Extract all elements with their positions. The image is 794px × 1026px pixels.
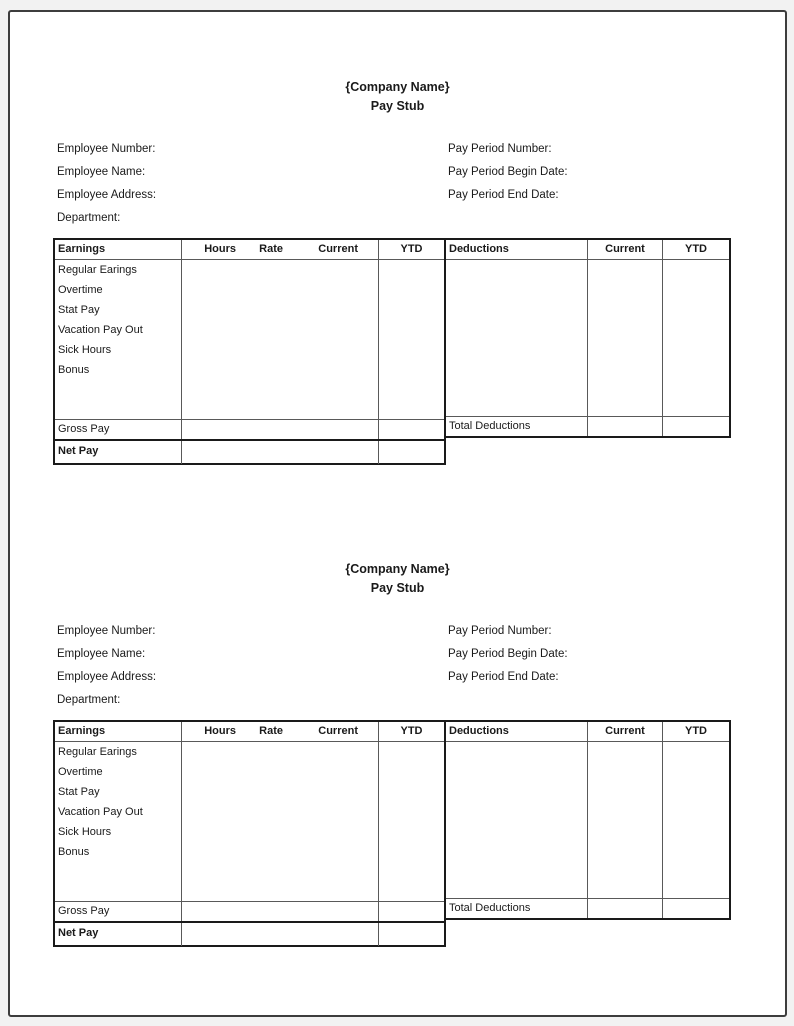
earnings-column-header: Earnings: [55, 240, 182, 259]
pay-period-end-row: [448, 666, 688, 689]
pay-period-begin-label: Pay Period Begin Date:: [448, 166, 568, 178]
employee-number-label: Employee Number:: [57, 143, 156, 155]
pay-period-begin-row: [448, 161, 688, 184]
pay-period-begin-row: [448, 643, 688, 666]
deductions-header-row: [446, 240, 729, 260]
employee-number-value[interactable]: [155, 620, 275, 643]
employee-address-row: [57, 184, 276, 207]
earnings-row-bonus: Bonus: [58, 364, 90, 376]
department-value[interactable]: [120, 207, 240, 230]
deductions-rows-area[interactable]: [446, 742, 588, 898]
gross-pay-current-cell[interactable]: [182, 902, 379, 921]
total-deductions-row: [446, 417, 729, 436]
company-name-title: {Company Name}: [345, 562, 450, 576]
deductions-current-area[interactable]: [588, 742, 663, 898]
deductions-header-row: [446, 722, 729, 742]
total-deductions-current-cell[interactable]: [588, 417, 663, 436]
department-label: Department:: [57, 212, 121, 224]
employee-address-label: Employee Address:: [57, 189, 157, 201]
pay-stub-section-2: [10, 562, 785, 962]
pay-period-end-label: Pay Period End Date:: [448, 189, 559, 201]
pay-tables: [53, 238, 753, 478]
gross-pay-label: Gross Pay: [55, 420, 182, 439]
net-pay-ytd-cell[interactable]: [379, 923, 444, 946]
pay-stub-subtitle: Pay Stub: [370, 99, 425, 113]
deductions-body-row: [446, 742, 729, 899]
ytd-column-header: YTD: [400, 725, 423, 737]
pay-period-number-value[interactable]: [552, 138, 672, 161]
total-deductions-row: [446, 899, 729, 918]
earnings-ytd-area[interactable]: [379, 260, 444, 419]
employee-address-value[interactable]: [156, 666, 276, 689]
gross-pay-label: Gross Pay: [55, 902, 182, 921]
earnings-row-labels: [55, 742, 182, 901]
pay-period-end-label: Pay Period End Date:: [448, 671, 559, 683]
total-deductions-label: Total Deductions: [446, 417, 588, 436]
earnings-header-row: [55, 240, 444, 260]
employee-name-row: [57, 161, 276, 184]
pay-period-number-label: Pay Period Number:: [448, 625, 552, 637]
pay-period-end-value[interactable]: [559, 184, 679, 207]
deductions-rows-area[interactable]: [446, 260, 588, 416]
employee-name-label: Employee Name:: [57, 648, 146, 660]
earnings-table: [53, 238, 446, 465]
net-pay-label: Net Pay: [55, 923, 182, 946]
earnings-row-regular: Regular Earings: [58, 264, 137, 276]
earnings-row-vacation: Vacation Pay Out: [58, 324, 143, 336]
employee-name-value[interactable]: [145, 643, 265, 666]
deductions-current-area[interactable]: [588, 260, 663, 416]
pay-period-begin-value[interactable]: [568, 161, 688, 184]
net-pay-label: Net Pay: [55, 441, 182, 464]
pay-period-end-value[interactable]: [559, 666, 679, 689]
employee-number-row: [57, 138, 276, 161]
pay-period-begin-value[interactable]: [568, 643, 688, 666]
employee-number-value[interactable]: [155, 138, 275, 161]
pay-period-info-block: [448, 138, 688, 207]
deductions-column-header: Deductions: [446, 240, 588, 259]
earnings-row-overtime: Overtime: [58, 284, 103, 296]
pay-period-number-row: [448, 620, 688, 643]
department-label: Department:: [57, 694, 121, 706]
earnings-row-vacation: Vacation Pay Out: [58, 806, 143, 818]
rate-column-header: Rate: [259, 725, 283, 737]
employee-info-block: [57, 138, 276, 230]
current-column-header: Current: [318, 243, 358, 255]
rate-column-header: Rate: [259, 243, 283, 255]
earnings-body-row: [55, 742, 444, 902]
earnings-ytd-area[interactable]: [379, 742, 444, 901]
total-deductions-label: Total Deductions: [446, 899, 588, 918]
department-row: [57, 689, 276, 712]
deductions-table: [444, 238, 731, 438]
pay-stub-template-page: [8, 10, 787, 1017]
earnings-row-overtime: Overtime: [58, 766, 103, 778]
pay-period-number-row: [448, 138, 688, 161]
employee-address-row: [57, 666, 276, 689]
employee-name-row: [57, 643, 276, 666]
earnings-row-sick-hours: Sick Hours: [58, 826, 112, 838]
net-pay-row: [55, 441, 444, 464]
pay-period-number-value[interactable]: [552, 620, 672, 643]
earnings-values-area[interactable]: [182, 260, 379, 419]
earnings-row-regular: Regular Earings: [58, 746, 137, 758]
earnings-row-sick-hours: Sick Hours: [58, 344, 112, 356]
deductions-table: [444, 720, 731, 920]
hours-column-header: Hours: [204, 725, 236, 737]
pay-period-begin-label: Pay Period Begin Date:: [448, 648, 568, 660]
deductions-body-row: [446, 260, 729, 417]
gross-pay-ytd-cell[interactable]: [379, 902, 444, 921]
department-row: [57, 207, 276, 230]
current-column-header: Current: [318, 725, 358, 737]
net-pay-ytd-cell[interactable]: [379, 441, 444, 464]
deductions-ytd-column-header: YTD: [685, 243, 707, 255]
earnings-body-row: [55, 260, 444, 420]
earnings-table: [53, 720, 446, 947]
earnings-header-row: [55, 722, 444, 742]
department-value[interactable]: [120, 689, 240, 712]
deductions-ytd-area[interactable]: [663, 742, 729, 898]
employee-number-row: [57, 620, 276, 643]
pay-period-end-row: [448, 184, 688, 207]
net-pay-row: [55, 923, 444, 946]
deductions-ytd-column-header: YTD: [685, 725, 707, 737]
pay-stub-subtitle: Pay Stub: [370, 581, 425, 595]
gross-pay-row: [55, 420, 444, 441]
employee-name-label: Employee Name:: [57, 166, 146, 178]
employee-address-label: Employee Address:: [57, 671, 157, 683]
earnings-mid-header-cell: [182, 240, 379, 259]
pay-stub-section-1: [10, 80, 785, 480]
earnings-row-labels: [55, 260, 182, 419]
net-pay-current-cell[interactable]: [182, 441, 379, 464]
ytd-column-header: YTD: [400, 243, 423, 255]
employee-address-value[interactable]: [156, 184, 276, 207]
earnings-row-stat-pay: Stat Pay: [58, 786, 100, 798]
pay-period-number-label: Pay Period Number:: [448, 143, 552, 155]
employee-info-block: [57, 620, 276, 712]
pay-tables: [53, 720, 753, 960]
gross-pay-current-cell[interactable]: [182, 420, 379, 439]
deductions-current-column-header: Current: [588, 240, 663, 259]
net-pay-current-cell[interactable]: [182, 923, 379, 946]
hours-column-header: Hours: [204, 243, 236, 255]
earnings-values-area[interactable]: [182, 742, 379, 901]
total-deductions-current-cell[interactable]: [588, 899, 663, 918]
company-name-title: {Company Name}: [345, 80, 450, 94]
employee-name-value[interactable]: [145, 161, 265, 184]
earnings-column-header: Earnings: [55, 722, 182, 741]
earnings-mid-header-cell: [182, 722, 379, 741]
deductions-ytd-area[interactable]: [663, 260, 729, 416]
gross-pay-row: [55, 902, 444, 923]
deductions-current-column-header: Current: [588, 722, 663, 741]
gross-pay-ytd-cell[interactable]: [379, 420, 444, 439]
pay-period-info-block: [448, 620, 688, 689]
total-deductions-ytd-cell[interactable]: [663, 899, 729, 918]
deductions-column-header: Deductions: [446, 722, 588, 741]
employee-number-label: Employee Number:: [57, 625, 156, 637]
earnings-row-stat-pay: Stat Pay: [58, 304, 100, 316]
earnings-row-bonus: Bonus: [58, 846, 90, 858]
total-deductions-ytd-cell[interactable]: [663, 417, 729, 436]
